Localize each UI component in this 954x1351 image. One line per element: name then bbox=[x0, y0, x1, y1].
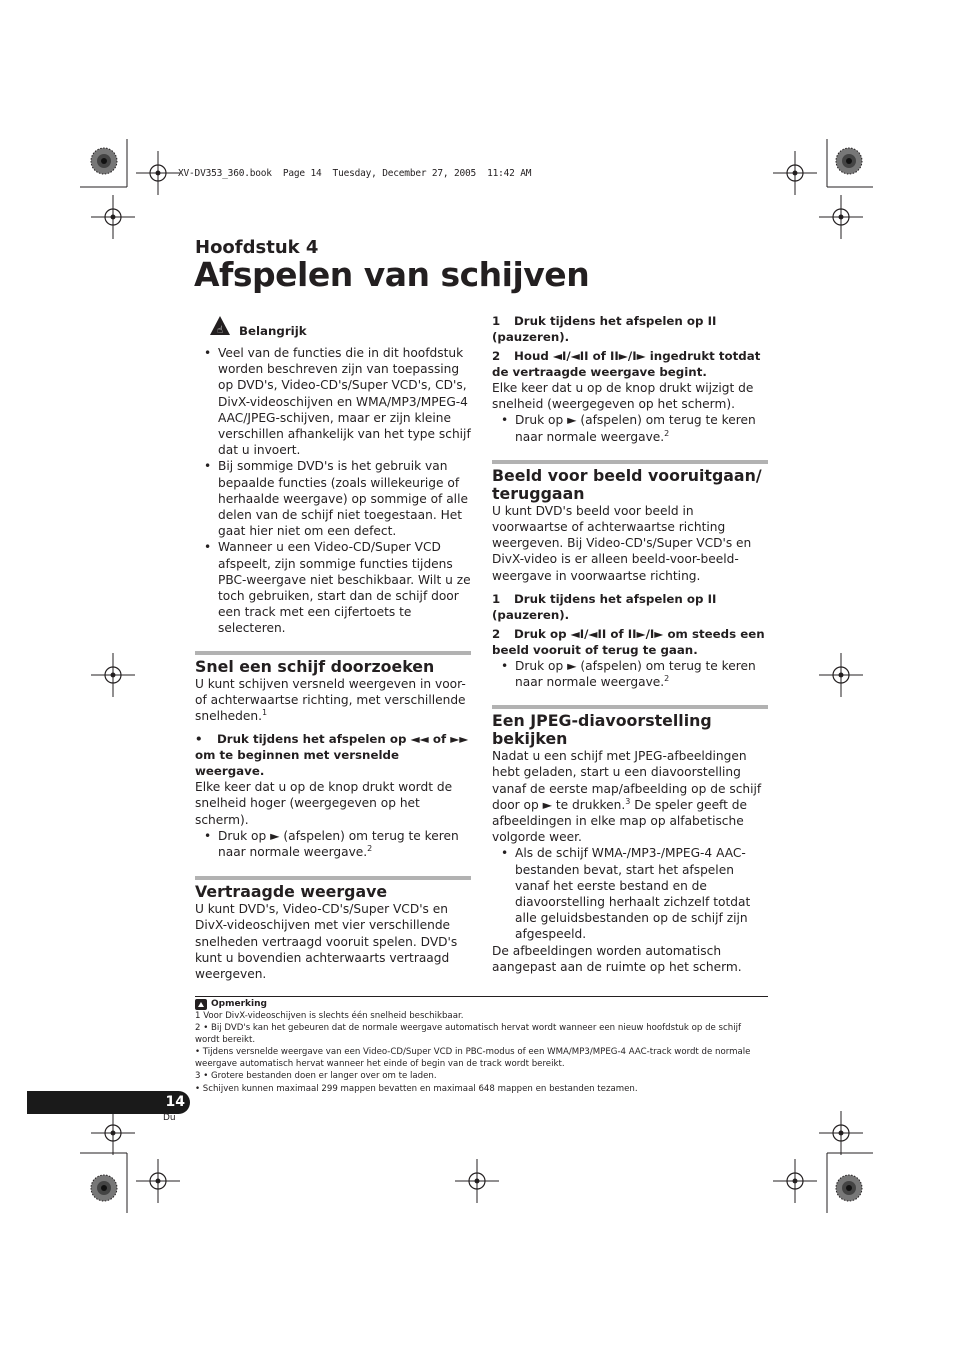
frame-step-2: 2 Druk op ◄I/◄II of II►/I► om steeds een beeld vooruit of terug te gaan. bbox=[492, 626, 765, 657]
note-header bbox=[195, 997, 768, 1010]
footnote-line: • Tijdens versnelde weergave van een Video-CD/Super VCD in PBC-modus of een WMA/MP3/MPEG-4 AAC-track wordt de normale weergave automatisch hervat wanneer het einde of begin van de track wordt bereikt. bbox=[195, 1047, 751, 1070]
slow-step-2: 2 Houd ◄I/◄II of II►/I► ingedrukt totdat de vertraagde weergave begint. bbox=[492, 349, 761, 379]
footnote-line: 2 • Bij DVD's kan het gebeuren dat de normale weergave automatisch hervat wordt wanneer een nieuw hoofdstuk op de schijf wordt bereikt. bbox=[195, 1023, 742, 1046]
warning-icon bbox=[209, 315, 231, 337]
page-language: Du bbox=[163, 1113, 176, 1123]
frame-step-1: 1 Druk tijdens het afspelen op II (pauzeren). bbox=[492, 591, 717, 622]
list-item: • Bij sommige DVD's is het gebruik van bepaalde functies (zoals willekeurige of herhaalde weergave) op sommige of alle delen van de schijf niet toegestaan. Het gaat hier niet om een defect. bbox=[195, 458, 471, 539]
list-item: • Als de schijf WMA-/MP3-/MPEG-4 AAC-bestanden bevat, start het afspelen vanaf het eerste bestand en de diavoorstelling herhaalt zichzelf totdat alle geluidsbestanden op de schijf zijn afgespeeld. bbox=[492, 845, 768, 942]
svg-text:☝: ☝ bbox=[216, 325, 224, 336]
registration-mark-icon bbox=[455, 1159, 499, 1203]
page-title: Afspelen van schijven bbox=[194, 255, 590, 294]
frame-list bbox=[492, 658, 768, 690]
section-heading-frame: Beeld voor beeld vooruitgaan/ teruggaan bbox=[492, 460, 768, 503]
important-box bbox=[195, 317, 471, 345]
registration-mark-icon bbox=[819, 653, 863, 697]
scan-step: • Druk tijdens het afspelen op ◄◄ of ►► om te beginnen met versnelde weergave. bbox=[195, 732, 469, 779]
note-icon bbox=[195, 999, 207, 1010]
slow-step-1: 1 Druk tijdens het afspelen op II (pauzeren). bbox=[492, 314, 717, 344]
registration-mark-icon bbox=[91, 1111, 135, 1155]
registration-mark-icon bbox=[819, 195, 863, 239]
chapter-label: Hoofdstuk 4 bbox=[195, 237, 319, 258]
registration-mark-icon bbox=[136, 151, 180, 195]
list-item: • Wanneer u een Video-CD/Super VCD afspeelt, zijn sommige functies tijdens PBC-weergave niet beschikbaar. Wilt u ze toch gebruiken, start dan de schijf door een track met een cijfertoets te selecteren. bbox=[195, 539, 471, 636]
frame-body: U kunt DVD's beeld voor beeld in voorwaartse of achterwaartse richting weergeven. Bij Video-CD's/Super VCD's en DivX-video is er alleen beeld-voor-beeld-weergave in voorwaartse richting. bbox=[492, 503, 752, 583]
color-bar-star-icon bbox=[836, 148, 862, 174]
registration-mark-icon bbox=[773, 1159, 817, 1203]
registration-mark-icon bbox=[136, 1159, 180, 1203]
page-number: 14 bbox=[165, 1094, 185, 1110]
footnote-line: • Schijven kunnen maximaal 299 mappen bevatten en maximaal 648 mappen en bestanden tezamen. bbox=[195, 1083, 638, 1094]
scan-list bbox=[195, 828, 471, 860]
section-heading-jpeg: Een JPEG-diavoorstelling bekijken bbox=[492, 705, 768, 748]
slow-body: U kunt DVD's, Video-CD's/Super VCD's en DivX-videoschijven met vier verschillende snelheden vertraagd vooruit spelen. DVD's kunt u bovendien achterwaarts vertraagd weergeven. bbox=[195, 902, 458, 982]
list-item: • Veel van de functies die in dit hoofdstuk worden beschreven zijn van toepassing op DVD's, Video-CD's/Super VCD's, CD's, DivX-videoschijven en WMA/MP3/MPEG-4 AAC/JPEG-schijven, maar er zijn kleine verschillen afhankelijk van het type schijf dat u invoert. bbox=[195, 345, 471, 458]
list-item: • Druk op ► (afspelen) om terug te keren naar normale weergave.$^2$ bbox=[492, 412, 768, 444]
slow-steps-body: Elke keer dat u op de knop drukt wijzigt de snelheid (weergegeven op het scherm). bbox=[492, 381, 754, 412]
registration-mark-icon bbox=[91, 653, 135, 697]
important-label: Belangrijk bbox=[239, 324, 307, 338]
registration-mark-icon bbox=[773, 151, 817, 195]
section-heading-scan: Snel een schijf doorzoeken bbox=[195, 651, 471, 676]
jpeg-list bbox=[492, 845, 768, 942]
list-item: • Druk op ► (afspelen) om terug te keren naar normale weergave.$^2$ bbox=[492, 658, 768, 690]
footnote-line: 1 Voor DivX-videoschijven is slechts één snelheid beschikbaar. bbox=[195, 1011, 464, 1021]
registration-mark-icon bbox=[91, 195, 135, 239]
important-list bbox=[195, 345, 471, 637]
list-item: • Druk op ► (afspelen) om terug te keren naar normale weergave.$^2$ bbox=[195, 828, 471, 860]
file-info-slug: XV-DV353_360.book Page 14 Tuesday, December 27, 2005 11:42 AM bbox=[178, 168, 532, 179]
left-column bbox=[195, 317, 471, 982]
scan-body: Elke keer dat u op de knop drukt wordt de snelheid hoger (weergegeven op het scherm). bbox=[195, 780, 453, 827]
color-bar-star-icon bbox=[836, 1175, 862, 1201]
note-label: Opmerking bbox=[211, 999, 267, 1009]
slow-steps-list bbox=[492, 412, 768, 444]
scan-intro: U kunt schijven versneld weergeven in voor- of achterwaartse richting, met verschillende snelheden.$^1$ bbox=[195, 676, 466, 724]
section-heading-slow: Vertraagde weergave bbox=[195, 876, 471, 901]
right-column bbox=[492, 313, 768, 975]
jpeg-body-2: De afbeeldingen worden automatisch aangepast aan de ruimte op het scherm. bbox=[492, 943, 742, 974]
color-bar-star-icon bbox=[91, 1175, 117, 1201]
registration-mark-icon bbox=[819, 1111, 863, 1155]
jpeg-body: Nadat u een schijf met JPEG-afbeeldingen hebt geladen, start u een diavoorstelling vanaf de eerste map/afbeelding op de schijf door op ► te drukken.$^3$ De speler geeft de afbeeldingen in elke map op alfabetische volgorde weer. bbox=[492, 749, 762, 845]
footnote-line: 3 • Grotere bestanden doen er langer over om te laden. bbox=[195, 1071, 437, 1082]
color-bar-star-icon bbox=[91, 148, 117, 174]
footnotes bbox=[195, 996, 768, 1095]
